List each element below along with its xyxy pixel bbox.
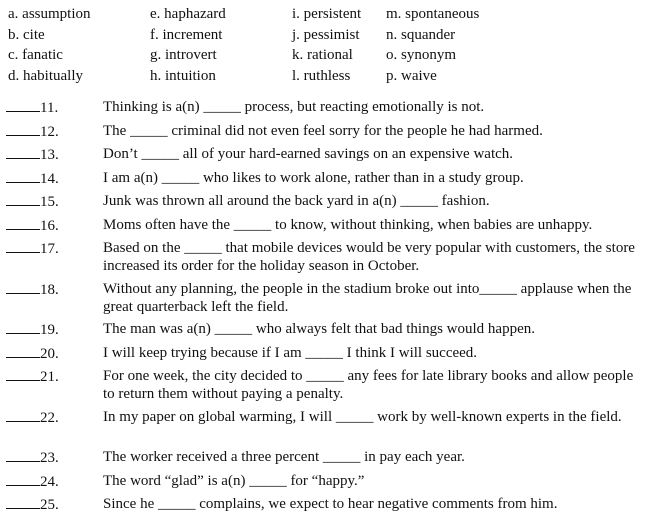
- question-number: 16.: [40, 217, 59, 234]
- question-item: [0, 169, 653, 188]
- question-number: 14.: [40, 170, 59, 187]
- word-bank-item: l. ruthless: [292, 68, 351, 85]
- word-bank-column-1: [8, 4, 91, 87]
- question-list: [0, 98, 653, 519]
- question-text: Without any planning, the people in the stadium broke out into_____ applause when the great quarterback left the field.: [103, 280, 632, 315]
- question-number: 15.: [40, 194, 59, 210]
- question-item: [0, 344, 653, 363]
- question-item: [0, 320, 653, 339]
- word-bank-item: n. squander: [386, 26, 456, 43]
- word-bank-item: p. waive: [386, 68, 437, 85]
- question-item: [0, 448, 653, 467]
- word-bank-item: c. fanatic: [8, 47, 63, 64]
- question-text: Moms often have the _____ to know, without thinking, when babies are unhappy.: [103, 216, 593, 233]
- word-bank-item: a. assumption: [8, 6, 91, 22]
- question-text: The word “glad” is a(n) _____ for “happy.”: [103, 472, 365, 489]
- answer-blank[interactable]: [6, 448, 40, 462]
- question-text: Thinking is a(n) _____ process, but reacting emotionally is not.: [103, 99, 485, 115]
- question-number: 12.: [40, 123, 59, 140]
- question-text: The worker received a three percent _____ in pay each year.: [103, 449, 465, 465]
- question-number: 20.: [40, 345, 59, 362]
- question-item: [0, 192, 653, 211]
- question-item: [0, 145, 653, 164]
- question-text: For one week, the city decided to _____ any fees for late library books and allow people to return them without paying a penalty.: [103, 368, 634, 402]
- word-bank-item: j. pessimist: [292, 26, 360, 43]
- word-bank-item: f. increment: [150, 26, 223, 43]
- question-number: 21.: [40, 369, 59, 385]
- question-item: [0, 367, 653, 403]
- answer-blank[interactable]: [6, 216, 40, 230]
- answer-blank[interactable]: [6, 472, 40, 486]
- question-item: [0, 122, 653, 141]
- question-number: 13.: [40, 147, 59, 163]
- question-number: 22.: [40, 409, 59, 426]
- question-text: Since he _____ complains, we expect to hear negative comments from him.: [103, 496, 558, 512]
- word-bank-item: d. habitually: [8, 68, 83, 85]
- question-number: 24.: [40, 473, 59, 490]
- question-item: [0, 280, 653, 316]
- question-number: 11.: [40, 100, 59, 116]
- question-item: [0, 216, 653, 235]
- answer-blank[interactable]: [6, 98, 40, 112]
- question-number: 19.: [40, 322, 59, 338]
- answer-blank[interactable]: [6, 122, 40, 136]
- question-item: [0, 472, 653, 491]
- question-item: [0, 239, 653, 275]
- question-number: 18.: [40, 281, 59, 298]
- word-bank-column-2: [150, 4, 226, 87]
- question-item: [0, 495, 653, 514]
- question-item: [0, 98, 653, 117]
- answer-blank[interactable]: [6, 280, 40, 294]
- word-bank-item: k. rational: [292, 47, 353, 64]
- question-item: [0, 408, 653, 444]
- question-text: The man was a(n) _____ who always felt that bad things would happen.: [103, 321, 535, 337]
- word-bank-item: b. cite: [8, 26, 45, 43]
- answer-blank[interactable]: [6, 145, 40, 159]
- question-text: In my paper on global warming, I will _____ work by well-known experts in the field.: [103, 408, 622, 425]
- word-bank-item: m. spontaneous: [386, 6, 480, 22]
- word-bank-column-4: [386, 4, 479, 87]
- word-bank-item: i. persistent: [292, 6, 362, 22]
- question-text: The _____ criminal did not even feel sorry for the people he had harmed.: [103, 122, 543, 139]
- question-text: I will keep trying because if I am _____ I think I will succeed.: [103, 344, 478, 361]
- question-text: I am a(n) _____ who likes to work alone, rather than in a study group.: [103, 169, 524, 186]
- answer-blank[interactable]: [6, 495, 40, 509]
- word-bank-item: h. intuition: [150, 68, 216, 85]
- question-number: 17.: [40, 241, 59, 257]
- question-text: Don’t _____ all of your hard-earned savings on an expensive watch.: [103, 146, 514, 162]
- answer-blank[interactable]: [6, 192, 40, 206]
- word-bank-item: g. introvert: [150, 47, 217, 64]
- question-number: 25.: [40, 497, 59, 513]
- question-text: Based on the _____ that mobile devices would be very popular with customers, the store increased its order for the holiday season in October.: [103, 240, 635, 274]
- answer-blank[interactable]: [6, 408, 40, 422]
- word-bank-item: o. synonym: [386, 47, 457, 64]
- word-bank-item: e. haphazard: [150, 6, 226, 22]
- answer-blank[interactable]: [6, 239, 40, 253]
- answer-blank[interactable]: [6, 320, 40, 334]
- answer-blank[interactable]: [6, 367, 40, 381]
- question-number: 23.: [40, 450, 59, 466]
- answer-blank[interactable]: [6, 344, 40, 358]
- question-text: Junk was thrown all around the back yard in a(n) _____ fashion.: [103, 193, 490, 209]
- answer-blank[interactable]: [6, 169, 40, 183]
- word-bank-column-3: [292, 4, 361, 87]
